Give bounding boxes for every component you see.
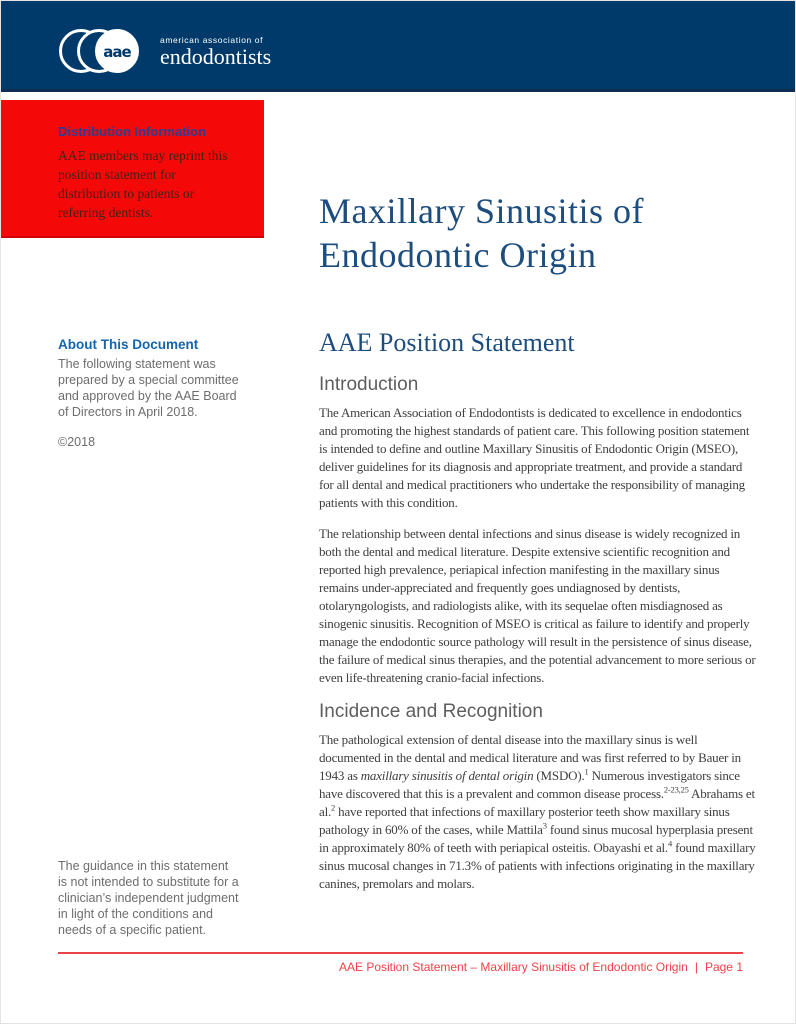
introduction-paragraph-1: The American Association of Endodontists is dedicated to excellence in endodontics and promoting the highest standards of patient care. This following position statement is intended to define and outline Maxillary Sinusitis of Endodontic Origin (MSEO), deliver guidelines for its diagnosis and appropriate treatment, and provide a standard for all dental and medical practitioners who undertake the responsibility of managing patients with this condition. [319,405,750,510]
distribution-info-title: Distribution Information [58,124,207,139]
distribution-info-body: AAE members may reprint this position statement for distribution to patients or referring dentists. [58,148,228,220]
about-section [58,337,240,450]
footer-rule [58,952,743,954]
logo-line-1: american association of [160,34,264,45]
document-title-line-2: Endodontic Origin [319,235,597,275]
main-content [319,1,759,906]
aae-logo-acronym: aae [103,43,131,61]
footer-separator: | [694,960,698,974]
disclaimer-text: The guidance in this statement is not intended to substitute for a clinician’s independent judgment in light of the conditions and needs of a specific patient. [58,859,239,937]
logo-text [160,35,271,68]
introduction-paragraph-2: The relationship between dental infections and sinus disease is widely recognized in both the dental and medical literature. Despite extensive scientific recognition and reported high prevalence, periapical infection manifesting in the maxillary sinus remains under-appreciated and frequently goes undiagnosed by dentists, otolaryngologists, and radiologists alike, with its sequelae often misdiagnosed as sinogenic sinusitis. Recognition of MSEO is critical as failure to identify and properly manage the endodontic source pathology will result in the persistence of sinus disease, the failure of medical sinus therapies, and the potential advancement to more serious or even life-threatening cranio-facial infections. [319,526,756,685]
aae-logo-circles-icon [58,26,150,76]
document-title-line-1: Maxillary Sinusitis of [319,191,644,231]
incidence-paragraph-1: The pathological extension of dental disease into the maxillary sinus is well documented in the dental and medical literature and was first referred to by Bauer in 1943 as maxillary sinusitis of dental origin (MSDO).$^1$ Numerous investigators since have discovered that this is a prevalent and common disease process.$^{2-23,25}$ Abrahams et al.$^2$ have reported that infections of maxillary posterior teeth show maxillary sinus pathology in 60% of the cases, while Mattila$^3$ found sinus mucosal hyperplasia present in approximately 80% of teeth with periapical osteitis. Obayashi et al.$^4$ found maxillary sinus mucosal changes in 71.3% of patients with infections originating in the maxillary canines, premolars and molars. [319,732,756,891]
logo-line-2: endodontists [160,43,272,69]
about-body: The following statement was prepared by a special committee and approved by the AAE Board of Directors in April 2018. [58,357,239,419]
footer-text: AAE Position Statement – Maxillary Sinusitis of Endodontic Origin [338,960,688,974]
about-title: About This Document [58,337,199,352]
section-heading-incidence: Incidence and Recognition [319,701,543,722]
document-title [319,189,759,277]
aae-logo [58,26,271,76]
footer [58,960,743,974]
position-statement-heading: AAE Position Statement [319,328,575,357]
footer-page-number: Page 1 [704,960,743,974]
copyright-text: ©2018 [58,435,96,449]
distribution-info-box [1,100,264,238]
section-heading-introduction: Introduction [319,374,419,395]
